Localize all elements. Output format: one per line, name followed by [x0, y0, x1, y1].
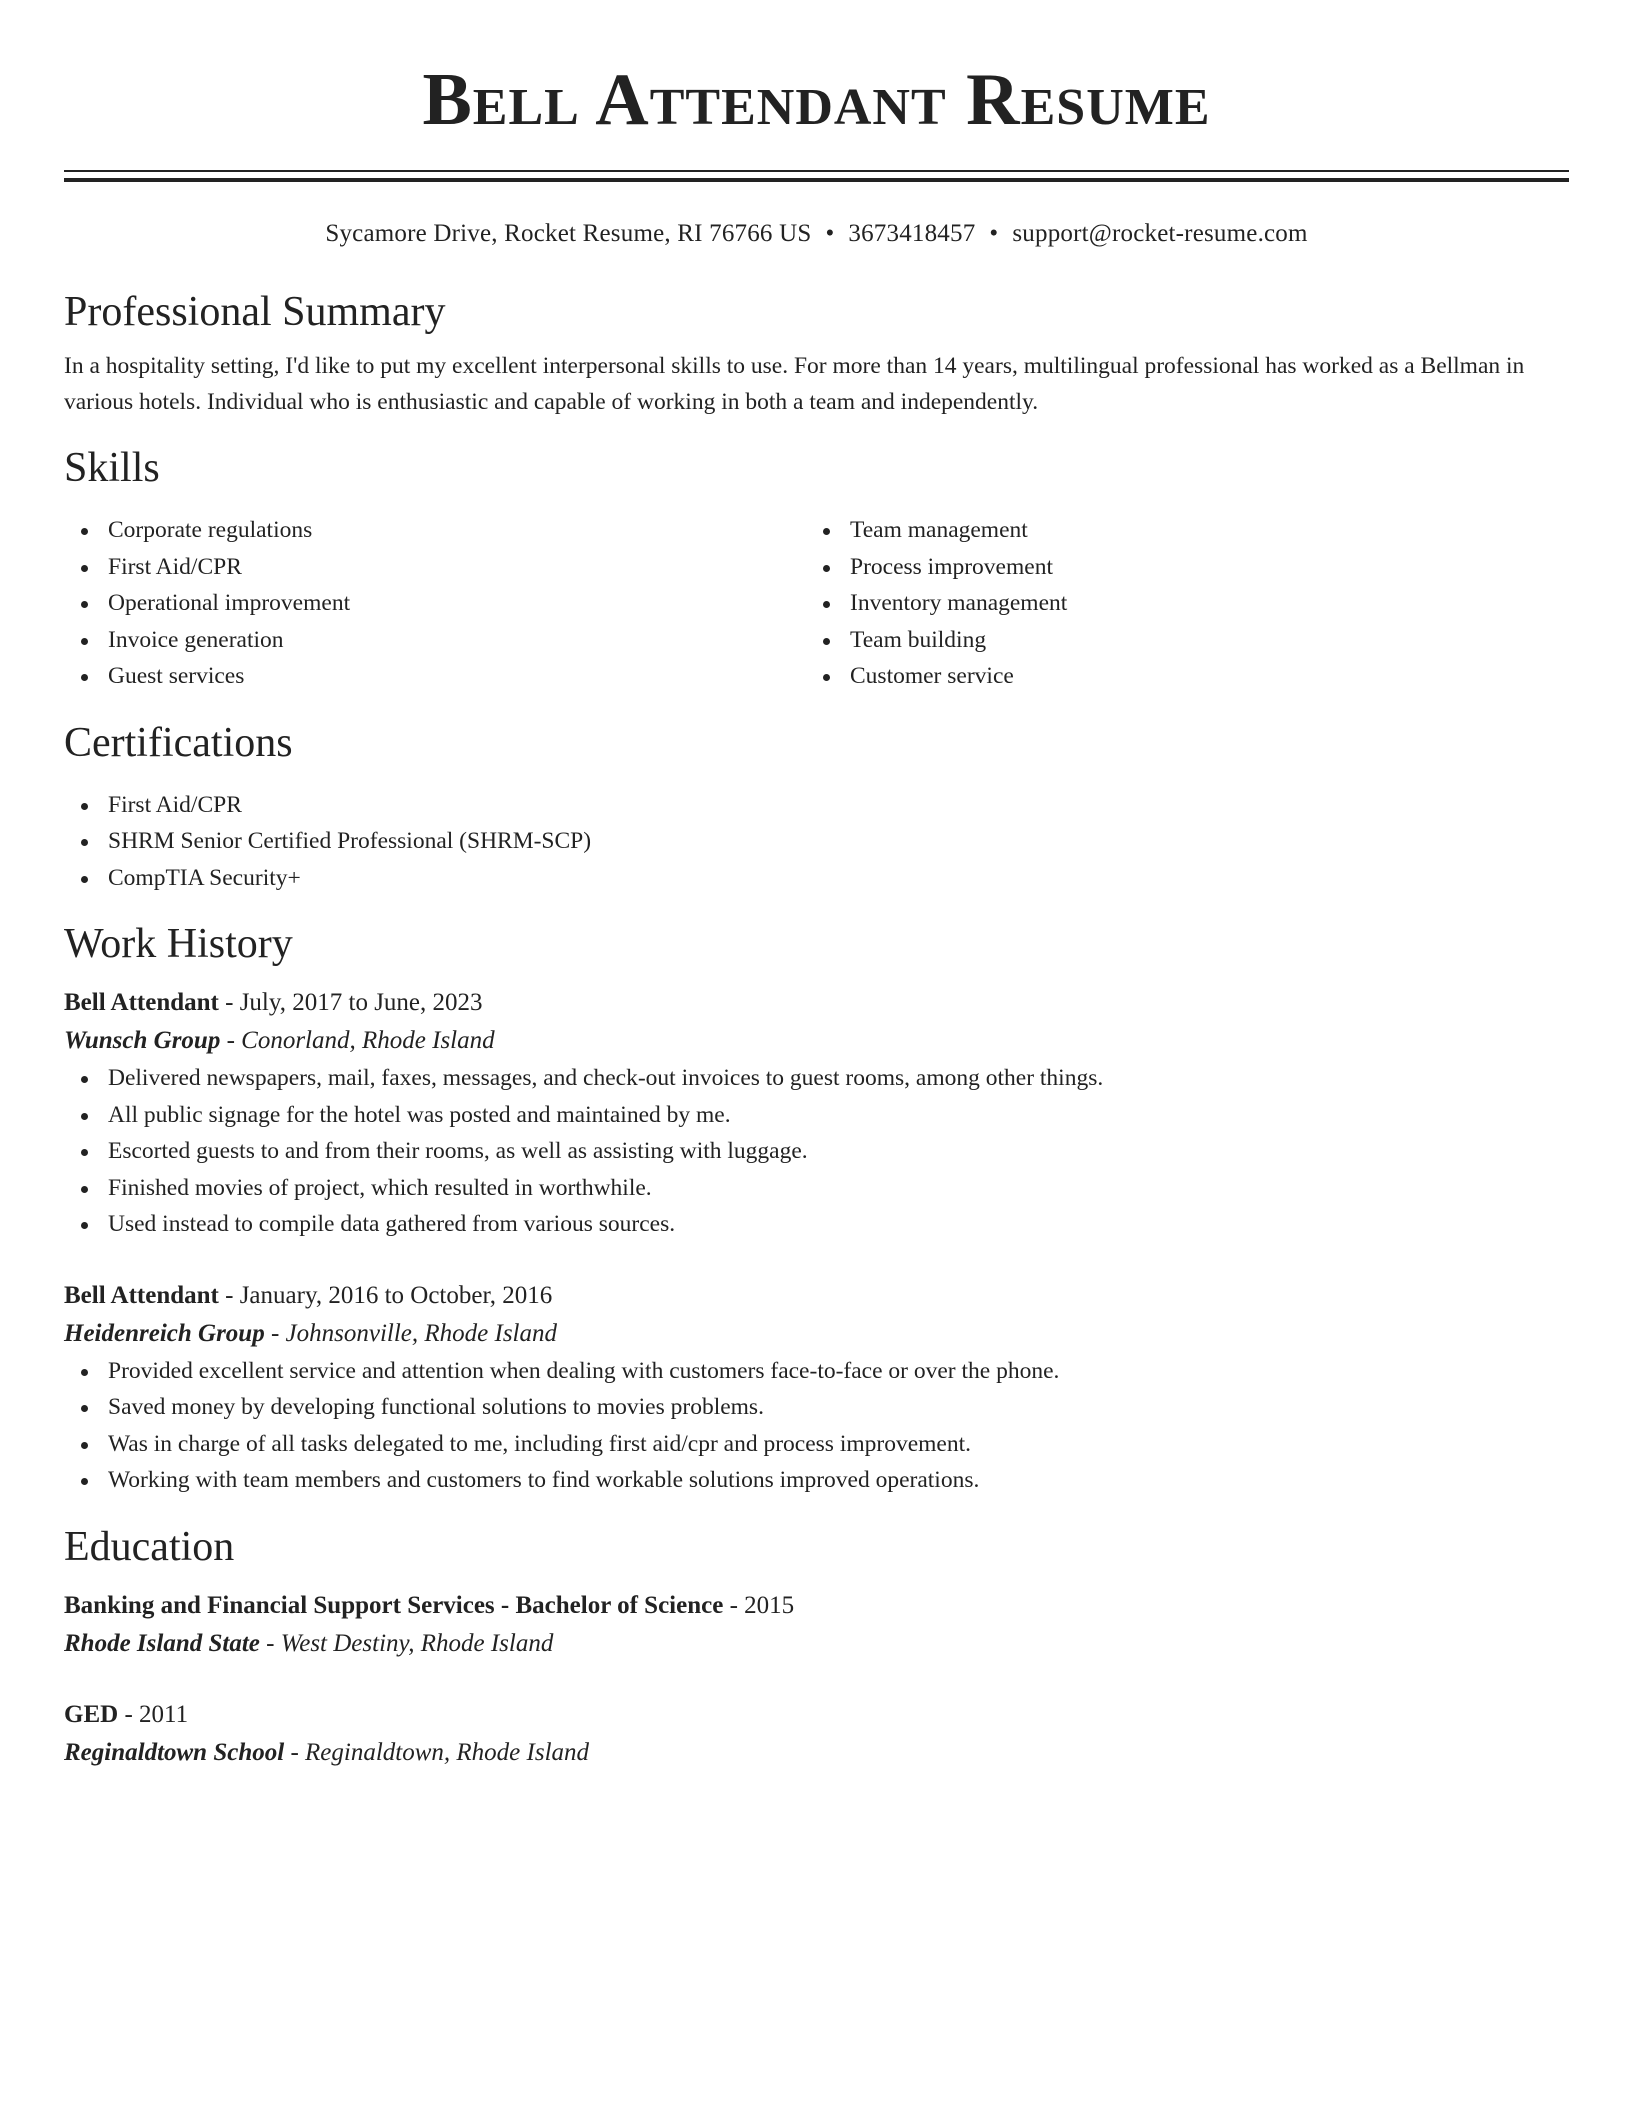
job-location: - Conorland, Rhode Island	[226, 1027, 495, 1054]
education-location: - Reginaldtown, Rhode Island	[290, 1738, 590, 1766]
skill-item: Operational improvement	[64, 585, 806, 622]
job-company: Heidenreich Group	[64, 1319, 265, 1347]
education-school: Rhode Island State	[64, 1629, 260, 1657]
job-bullet: Saved money by developing functional solutions to movies problems.	[64, 1389, 1569, 1426]
education-year: - 2015	[729, 1591, 795, 1619]
job-title: Bell Attendant	[64, 1281, 219, 1309]
job-company-line	[64, 1315, 1569, 1353]
skill-item: Corporate regulations	[64, 512, 806, 549]
job-company-line	[64, 1022, 1569, 1060]
education-school-line	[64, 1734, 1569, 1772]
skill-item: First Aid/CPR	[64, 549, 806, 586]
job-bullet: Working with team members and customers to find workable solutions improved operations.	[64, 1462, 1569, 1499]
education-degree: GED	[64, 1700, 119, 1728]
skills-column-left	[64, 512, 806, 695]
education-entry	[64, 1696, 1569, 1772]
job-dates: - January, 2016 to October, 2016	[225, 1281, 553, 1309]
education-location: - West Destiny, Rhode Island	[266, 1629, 554, 1657]
job-entry	[64, 1277, 1569, 1499]
skill-item: Guest services	[64, 658, 806, 695]
contact-separator: •	[825, 220, 835, 247]
job-dates: - July, 2017 to June, 2023	[225, 989, 483, 1016]
education-school-line	[64, 1625, 1569, 1663]
title-divider	[64, 170, 1569, 182]
job-heading	[64, 984, 1569, 1022]
job-entry	[64, 984, 1569, 1243]
job-bullet: Delivered newspapers, mail, faxes, messages, and check-out invoices to guest rooms, among other things.	[64, 1060, 1569, 1097]
skill-item: Customer service	[806, 658, 1548, 695]
skills-grid	[64, 512, 1569, 695]
job-bullet: All public signage for the hotel was posted and maintained by me.	[64, 1097, 1569, 1134]
job-title: Bell Attendant	[64, 989, 219, 1016]
contact-line	[64, 218, 1569, 250]
work-history-heading: Work History	[64, 921, 293, 967]
certifications-heading: Certifications	[64, 719, 293, 766]
skill-item: Process improvement	[806, 549, 1548, 586]
job-bullet: Provided excellent service and attention when dealing with customers face-to-face or over the phone.	[64, 1353, 1569, 1390]
skill-item: Team management	[806, 512, 1548, 549]
certifications-section	[64, 717, 1569, 897]
job-location: - Johnsonville, Rhode Island	[270, 1319, 558, 1347]
skill-item: Invoice generation	[64, 622, 806, 659]
skill-item: Team building	[806, 622, 1548, 659]
resume-page	[64, 56, 1569, 1772]
education-degree: Banking and Financial Support Services - Bachelor of Science	[64, 1591, 724, 1619]
education-school: Reginaldtown School	[64, 1738, 285, 1766]
summary-heading: Professional Summary	[64, 289, 446, 335]
skills-heading: Skills	[64, 445, 160, 491]
contact-separator: •	[989, 220, 999, 247]
job-company: Wunsch Group	[64, 1027, 221, 1054]
resume-title: Bell Attendant Resume	[422, 59, 1211, 141]
education-degree-line	[64, 1587, 1569, 1625]
contact-email: support@rocket-resume.com	[1012, 220, 1308, 247]
skills-section	[64, 442, 1569, 695]
job-bullet: Finished movies of project, which resulted in worthwhile.	[64, 1170, 1569, 1207]
education-section	[64, 1521, 1569, 1772]
contact-address: Sycamore Drive, Rocket Resume, RI 76766 US	[325, 220, 812, 247]
summary-section	[64, 286, 1569, 420]
job-bullet: Was in charge of all tasks delegated to me, including first aid/cpr and process improvement.	[64, 1426, 1569, 1463]
certification-item: First Aid/CPR	[64, 787, 1569, 824]
job-bullet: Escorted guests to and from their rooms, as well as assisting with luggage.	[64, 1133, 1569, 1170]
job-bullet: Used instead to compile data gathered from various sources.	[64, 1206, 1569, 1243]
education-year: - 2011	[124, 1700, 189, 1728]
education-degree-line	[64, 1696, 1569, 1734]
job-heading	[64, 1277, 1569, 1315]
summary-text: In a hospitality setting, I'd like to put my excellent interpersonal skills to use. For more than 14 years, multilingual professional has worked as a Bellman in various hotels. Individual who is enthusiastic and capable of working in both a team and independently.	[64, 353, 1525, 415]
skills-column-right	[806, 512, 1548, 695]
education-heading: Education	[64, 1523, 235, 1570]
work-history-section	[64, 918, 1569, 1499]
skill-item: Inventory management	[806, 585, 1548, 622]
certification-item: CompTIA Security+	[64, 860, 1569, 897]
contact-phone: 3673418457	[848, 220, 976, 247]
education-entry	[64, 1587, 1569, 1663]
certification-item: SHRM Senior Certified Professional (SHRM-SCP)	[64, 823, 1569, 860]
